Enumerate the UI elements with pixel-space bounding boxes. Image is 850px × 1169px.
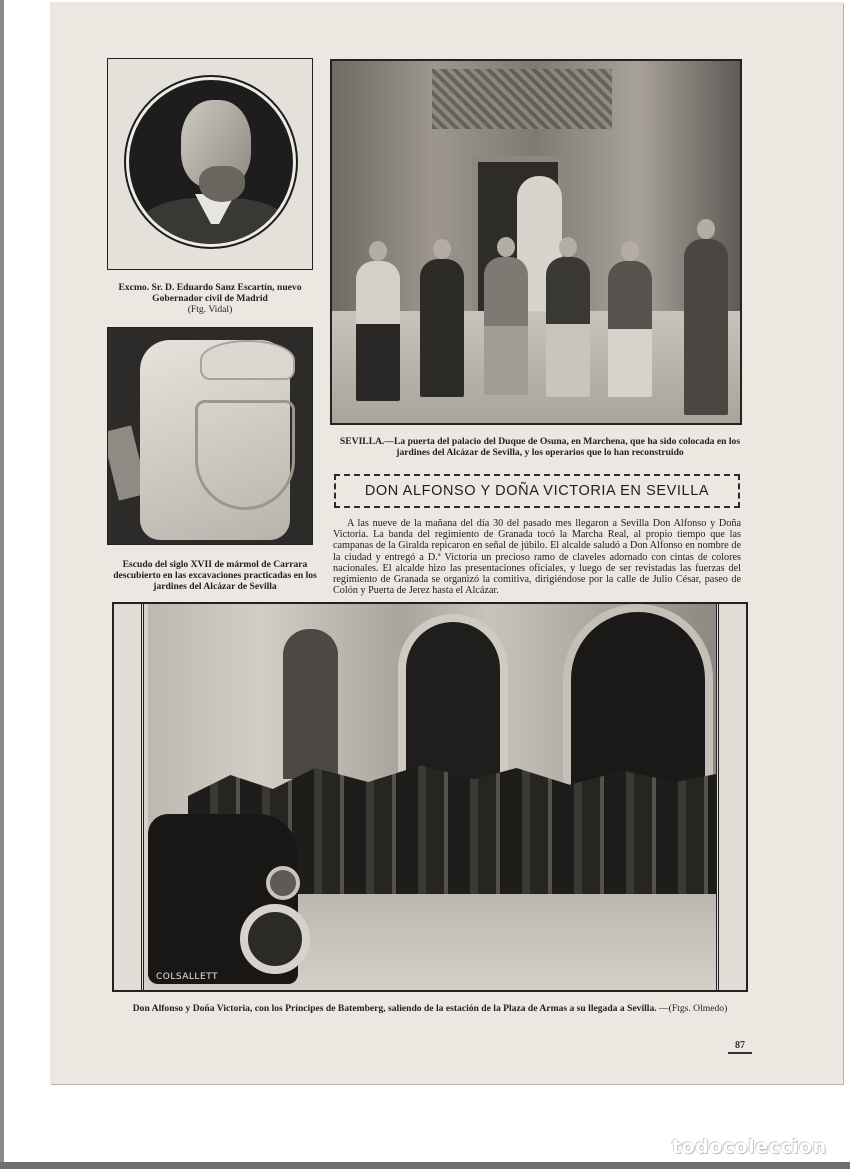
portrait-image: [129, 80, 293, 244]
portrait-caption: [100, 282, 320, 315]
procession-caption: [130, 1003, 730, 1014]
palace-door-caption: [330, 436, 750, 458]
article-body: A las nueve de la mañana del día 30 del pasado mes llegaron a Sevilla Don Alfonso y Doña Victoria. La banda del regimiento de Granada tocó la Marcha Real, al propio tiempo que las campanas de la Giralda repicaron en señal de júbilo. El alcalde saludó a Don Alfonso en nombre de la ciudad y entregó a D.ª Victoria un precioso ramo de claveles adornado con cintas de colores nacionales. El alcalde hizo las presentaciones oficiales, y luego de ser revistadas las fuerzas del regimiento de Granada se organizó la comitiva, dirigiéndose por la calle de Julio César, paseo de Colón y Puerta de Jerez hasta el Alcázar.: [333, 518, 741, 597]
scan-left-edge: [0, 0, 4, 1169]
palace-caption-text: La puerta del palacio del Duque de Osuna, en Marchena, que ha sido colocada en los jardines del Alcázar de Sevilla, y los operarios que lo han reconstruido: [394, 436, 741, 458]
procession-caption-text: Don Alfonso y Doña Victoria, con los Príncipes de Batemberg, saliendo de la estación de la Plaza de Armas a su llegada a Sevilla.: [132, 1003, 657, 1014]
palace-caption-lead: SEVILLA.—: [339, 436, 395, 447]
photo-border-right: [716, 604, 746, 990]
photographer-signature: COLSALLETT: [156, 972, 218, 982]
procession-image: [148, 604, 716, 990]
photo-border-left: [114, 604, 144, 990]
marble-shield-caption: [100, 559, 330, 592]
marble-shield-photo: [107, 327, 313, 545]
portrait-caption-text: Excmo. Sr. D. Eduardo Sanz Escartín, nuevo Gobernador civil de Madrid: [118, 282, 302, 304]
procession-photo: [112, 602, 748, 992]
watermark-text: todocoleccion: [672, 1136, 827, 1158]
article-headline-box: [334, 474, 740, 508]
palace-door-photo: [330, 59, 742, 425]
procession-photo-credit: —(Ftgs. Olmedo): [659, 1003, 728, 1014]
shield-caption-text: Escudo del siglo XVII de mármol de Carrara descubierto en las excavaciones practicadas en los jardines del Alcázar de Sevilla: [113, 559, 317, 592]
scan-bottom-edge: [0, 1162, 850, 1169]
portrait-photo-credit: (Ftg. Vidal): [187, 304, 233, 315]
page-number-rule: [728, 1052, 752, 1054]
article-headline: DON ALFONSO Y DOÑA VICTORIA EN SEVILLA: [364, 483, 710, 499]
page-number: 87: [735, 1040, 745, 1051]
portrait-oval-frame: [124, 75, 298, 249]
portrait-photo: [107, 58, 313, 270]
